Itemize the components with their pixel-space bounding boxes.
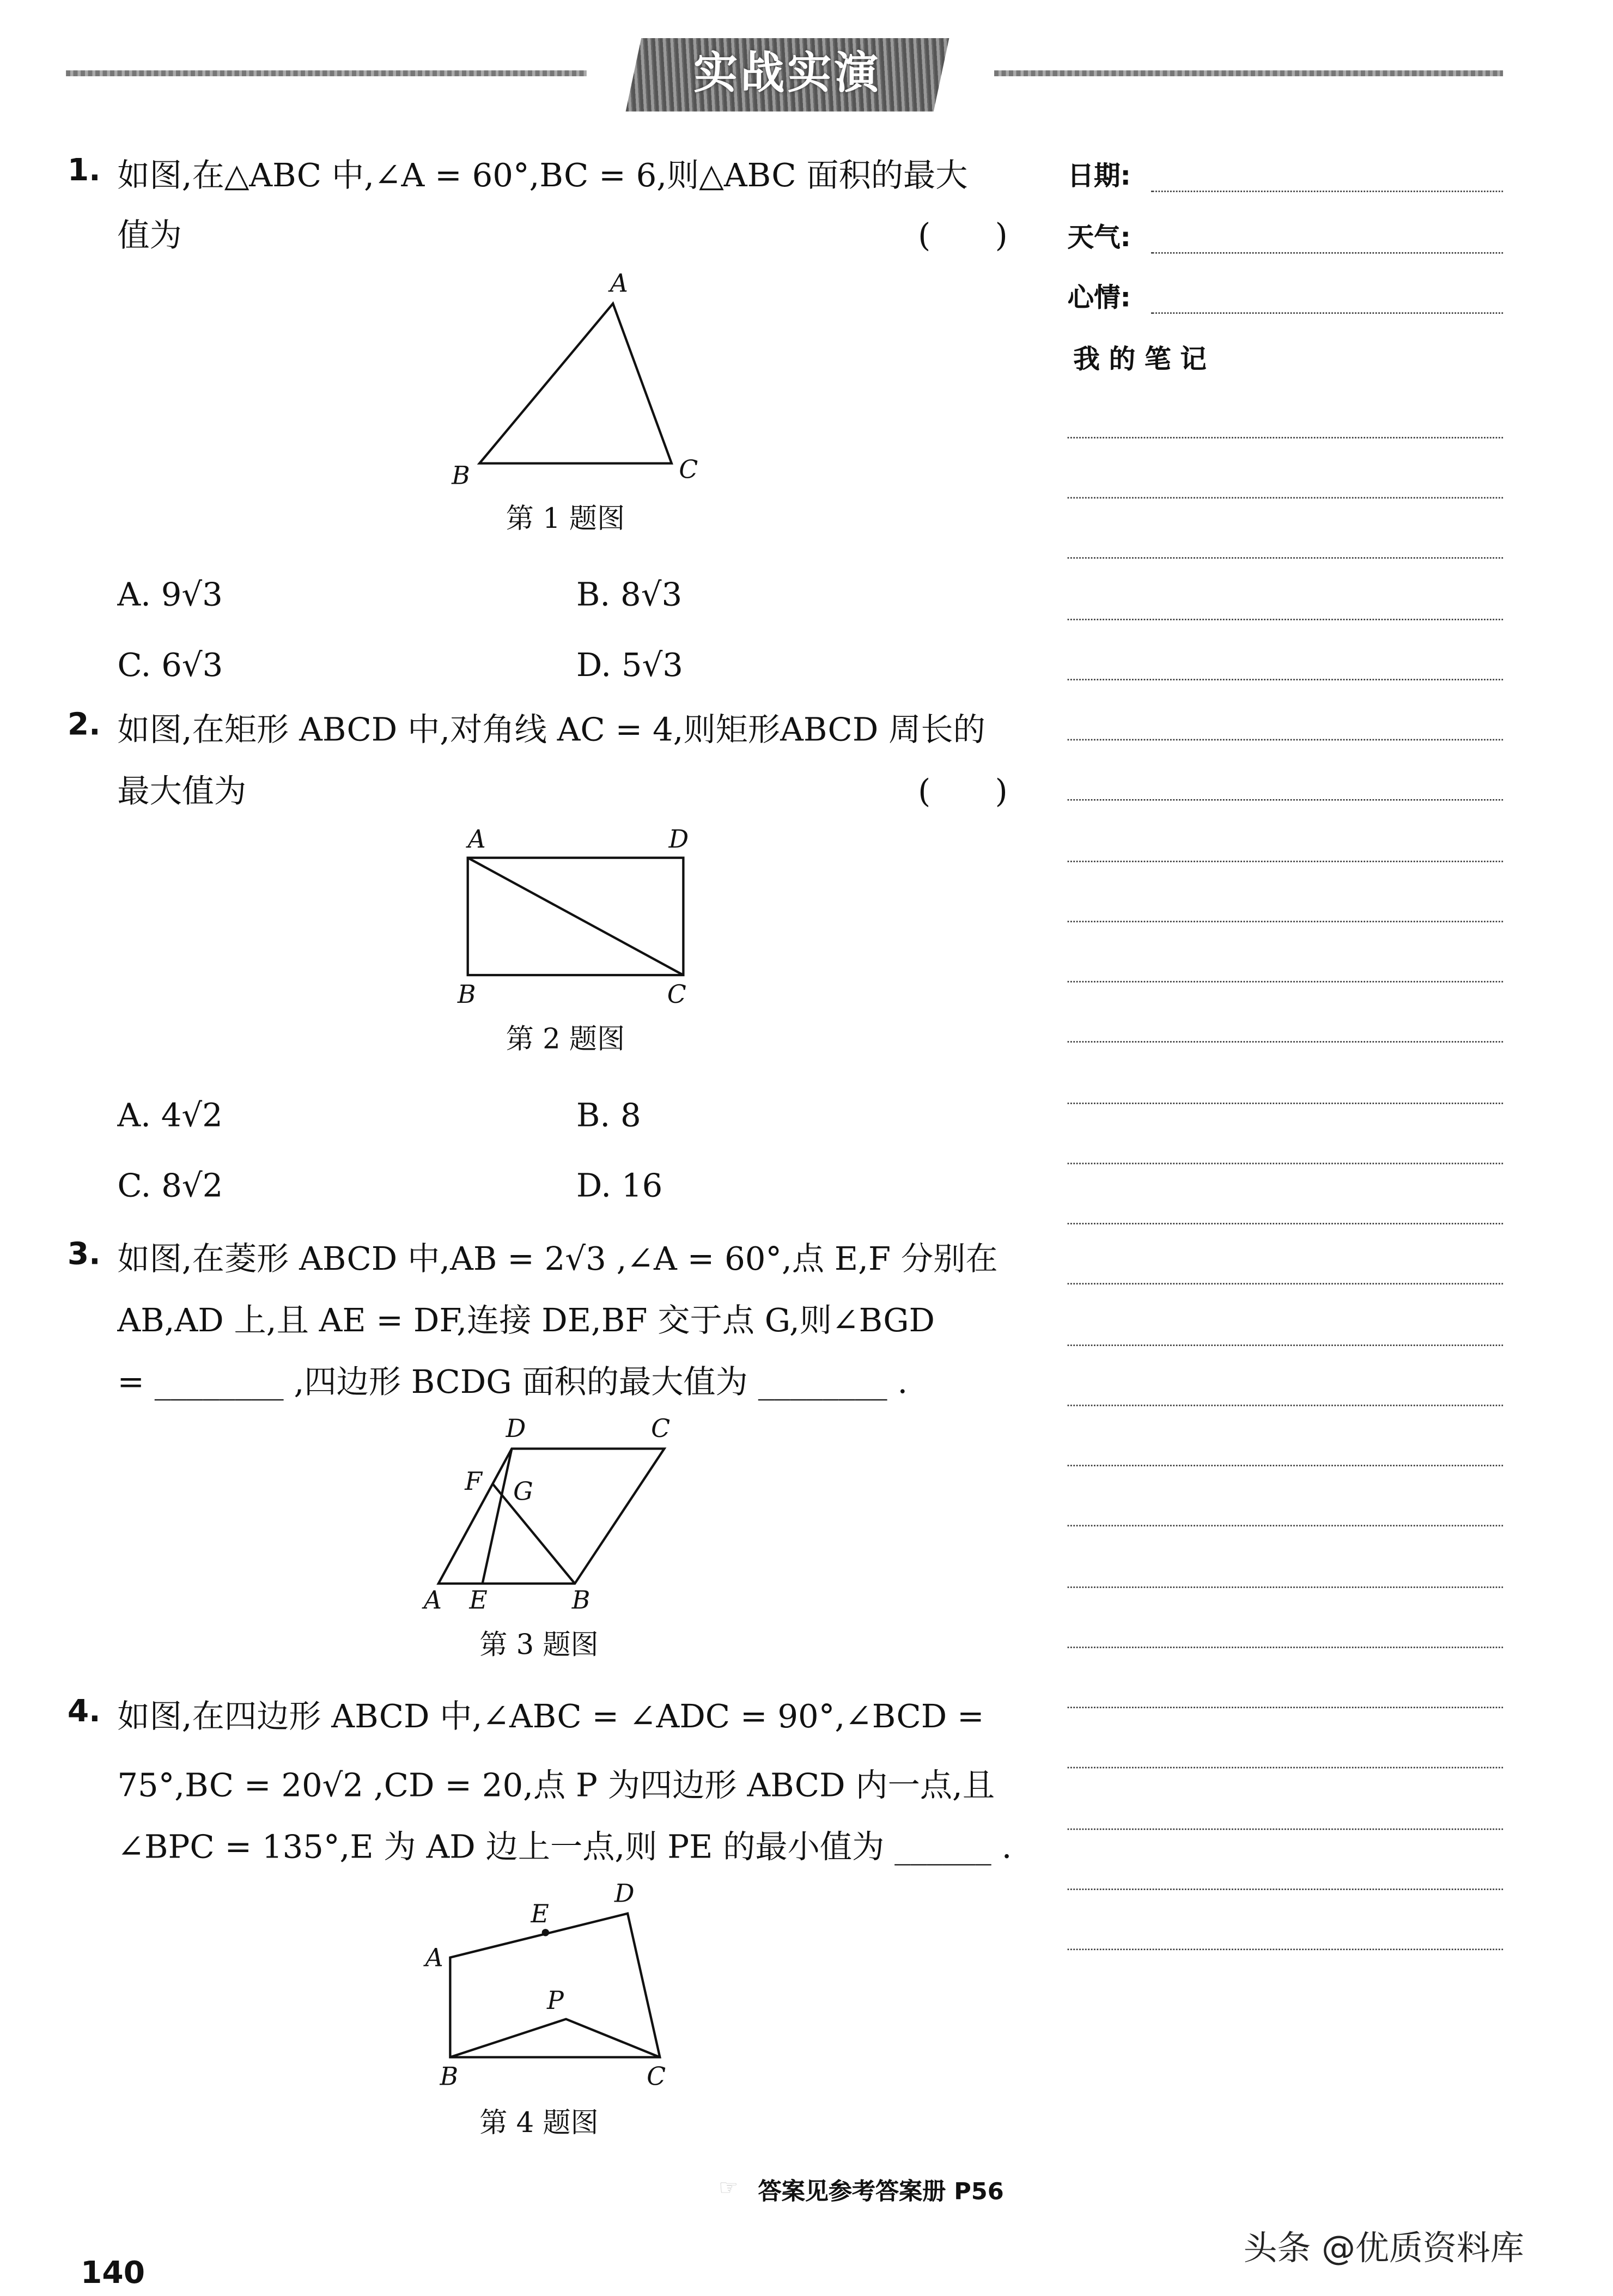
q1-label-a: A [610, 270, 628, 300]
q4-label-d: D [614, 1879, 635, 1909]
q4-label-p: P [547, 1987, 564, 2017]
q3-label-g: G [513, 1478, 533, 1508]
q2-option-b[interactable]: B. 8 [576, 1098, 641, 1135]
q2-answer-paren[interactable]: ( ) [918, 774, 1008, 811]
notes-title: 我 的 笔 记 [1073, 344, 1207, 376]
q3-line1: 如图,在菱形 ABCD 中,AB = 2√3 ,∠A = 60°,点 E,F 分别在 [117, 1241, 998, 1279]
q2-line1: 如图,在矩形 ABCD 中,对角线 AC = 4,则矩形ABCD 周长的 [117, 712, 985, 750]
page-number: 140 [81, 2255, 145, 2291]
q1-caption: 第 1 题图 [506, 503, 625, 535]
q4-point-e [542, 1929, 549, 1936]
q1-line1: 如图,在△ABC 中,∠A = 60°,BC = 6,则△ABC 面积的最大 [117, 158, 968, 196]
q4-label-a: A [425, 1944, 443, 1974]
q4-number: 4. [67, 1694, 101, 1729]
q4-label-b: B [440, 2063, 459, 2093]
q3-label-f: F [465, 1467, 483, 1497]
q4-line3[interactable]: ∠BPC = 135°,E 为 AD 边上一点,则 PE 的最小值为 ______ . [117, 1830, 1012, 1867]
q2-label-b: B [457, 980, 476, 1010]
q1-answer-paren[interactable]: ( ) [918, 218, 1008, 255]
q2-label-c: C [667, 980, 686, 1010]
q1-number: 1. [67, 152, 101, 188]
q4-label-e: E [531, 1900, 549, 1930]
q2-number: 2. [67, 707, 101, 742]
q2-line2: 最大值为 [117, 774, 247, 811]
q3-label-d: D [506, 1415, 526, 1445]
banner-text: 实战实演 [693, 48, 881, 100]
q3-label-e: E [469, 1586, 488, 1616]
q1-triangle [479, 303, 672, 463]
q2-caption: 第 2 题图 [506, 1023, 625, 1056]
weather-label: 天气: [1067, 223, 1131, 254]
q1-option-a[interactable]: A. 9√3 [117, 577, 223, 614]
q3-line3[interactable]: = ________ ,四边形 BCDG 面积的最大值为 ________ . [117, 1365, 908, 1402]
q3-label-b: B [571, 1586, 591, 1616]
q3-number: 3. [67, 1236, 101, 1271]
q1-option-c[interactable]: C. 6√3 [117, 648, 223, 685]
q4-line1: 如图,在四边形 ABCD 中,∠ABC = ∠ADC = 90°,∠BCD = [117, 1699, 984, 1737]
q3-line2: AB,AD 上,且 AE = DF,连接 DE,BF 交于点 G,则∠BGD [117, 1304, 935, 1341]
q1-option-d[interactable]: D. 5√3 [576, 648, 684, 685]
q1-label-b: B [452, 461, 470, 491]
q1-option-b[interactable]: B. 8√3 [576, 577, 683, 614]
watermark: 头条 @优质资料库 [1243, 2230, 1524, 2269]
q2-option-a[interactable]: A. 4√2 [117, 1098, 223, 1135]
q2-rectangle [468, 858, 684, 975]
q2-label-a: A [467, 825, 486, 855]
q4-caption: 第 4 题图 [479, 2107, 599, 2140]
q2-label-d: D [668, 825, 689, 855]
mood-label: 心情: [1067, 283, 1131, 314]
q3-label-a: A [423, 1586, 442, 1616]
answer-reference: 答案见参考答案册 P56 [758, 2177, 1004, 2206]
q2-option-c[interactable]: C. 8√2 [117, 1168, 223, 1205]
q4-label-c: C [647, 2063, 666, 2093]
q4-line2: 75°,BC = 20√2 ,CD = 20,点 P 为四边形 ABCD 内一点,且 [117, 1768, 995, 1805]
q1-line2: 值为 [117, 218, 182, 255]
q4-quadrilateral [450, 1914, 660, 2057]
note-icon: ☞ [718, 2174, 739, 2201]
q1-label-c: C [679, 456, 698, 485]
q2-option-d[interactable]: D. 16 [576, 1168, 663, 1205]
date-label: 日期: [1067, 161, 1131, 192]
q3-caption: 第 3 题图 [479, 1629, 599, 1661]
q3-label-c: C [651, 1415, 671, 1445]
